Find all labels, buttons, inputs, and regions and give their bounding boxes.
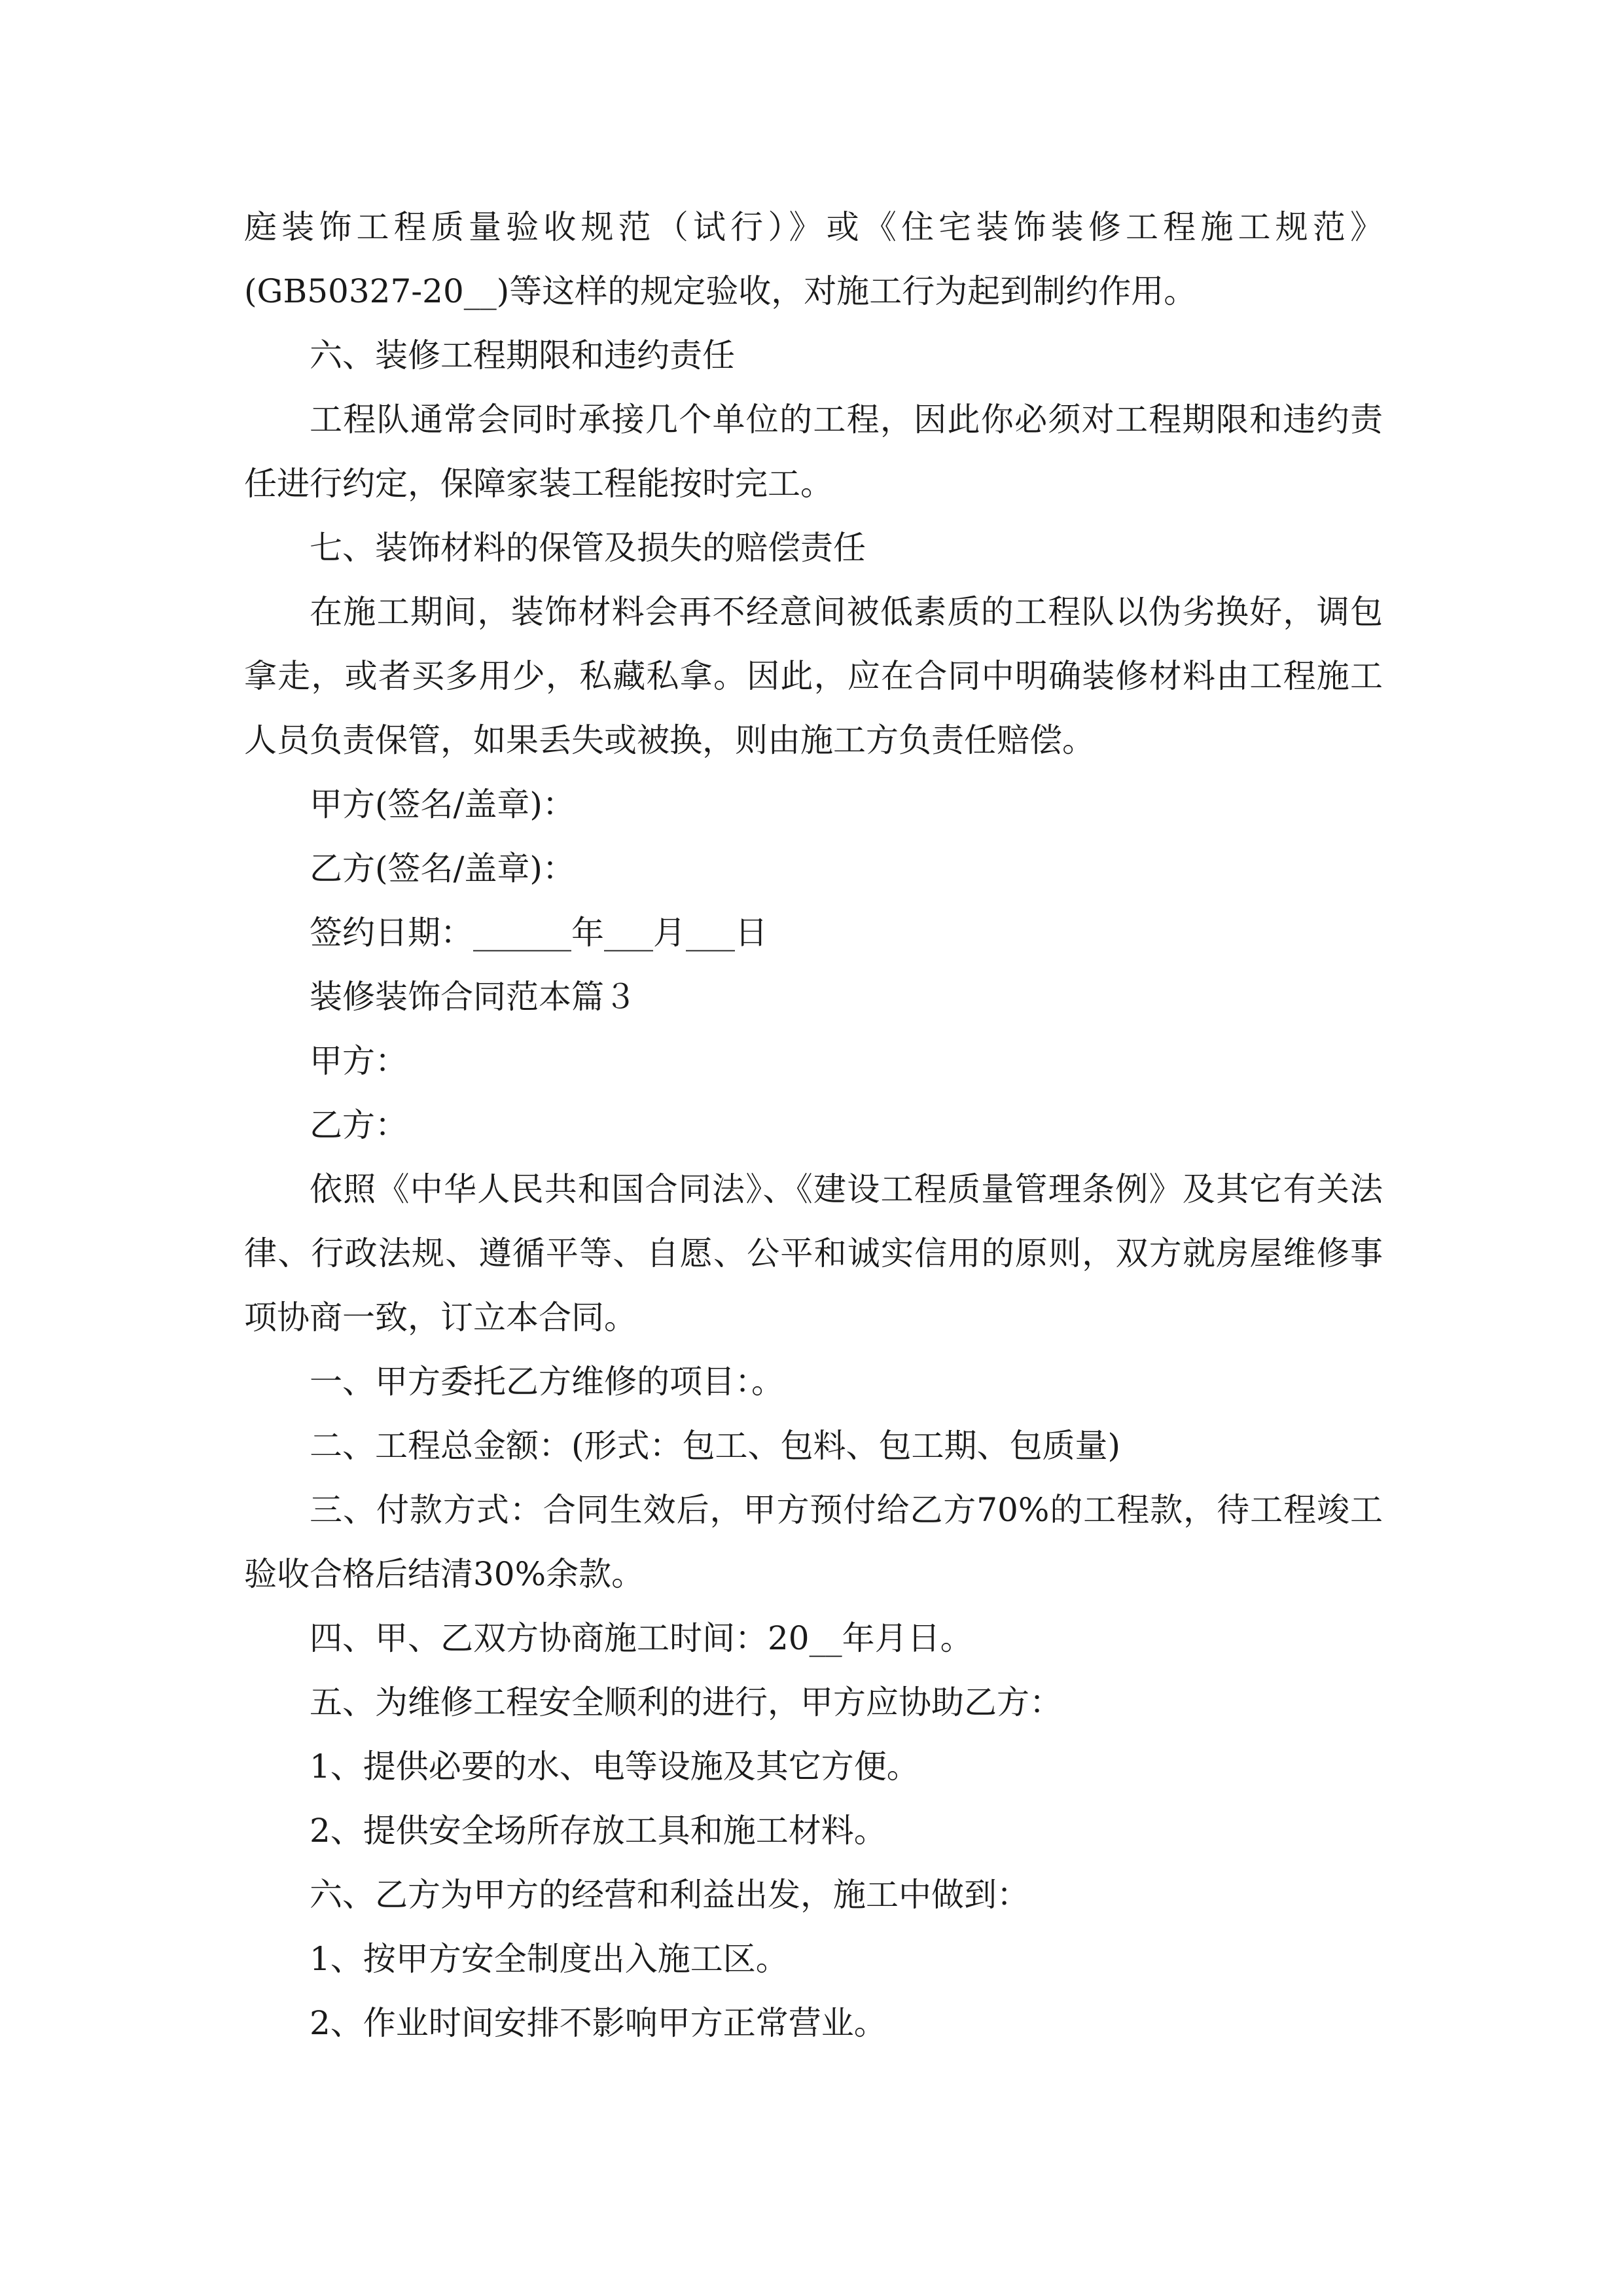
paragraph-period-and-liability: 工程队通常会同时承接几个单位的工程，因此你必须对工程期限和违约责任进行约定，保障家装工程能按时完工。: [244, 401, 1383, 503]
party-b-signature-line: 乙方(签名/盖章)：: [310, 850, 575, 888]
section-title-template-3: 装修装饰合同范本篇３: [310, 978, 637, 1016]
clause-party-a-assistance: 五、为维修工程安全顺利的进行，甲方应协助乙方：: [310, 1683, 1062, 1721]
heading-period-and-liability: 六、装修工程期限和违约责任: [310, 336, 735, 374]
document-body: [244, 195, 1383, 2055]
item-work-schedule: 2、作业时间安排不影响甲方正常营业。: [310, 2004, 887, 2042]
paragraph-material-custody: 在施工期间，装饰材料会再不经意间被低素质的工程队以伪劣换好，调包拿走，或者买多用少，私藏私拿。因此，应在合同中明确装修材料由工程施工人员负责保管，如果丢失或被换，则由施工方负责任赔偿。: [244, 593, 1383, 759]
heading-material-custody: 七、装饰材料的保管及损失的赔偿责任: [310, 529, 866, 567]
item-utilities: 1、提供必要的水、电等设施及其它方便。: [310, 1748, 919, 1785]
party-a-signature-line: 甲方(签名/盖章)：: [310, 785, 575, 823]
party-b-line: 乙方：: [310, 1106, 408, 1144]
clause-total-amount: 二、工程总金额：(形式：包工、包料、包工期、包质量): [310, 1427, 1121, 1465]
paragraph-acceptance-standards: 庭装饰工程质量验收规范（试行）》或《住宅装饰装修工程施工规范》(GB50327-20__)等这样的规定验收，对施工行为起到制约作用。: [244, 208, 1383, 310]
clause-construction-time: 四、甲、乙双方协商施工时间：20__年月日。: [310, 1619, 973, 1657]
item-storage: 2、提供安全场所存放工具和施工材料。: [310, 1812, 887, 1850]
party-a-line: 甲方：: [310, 1042, 408, 1080]
clause-repair-items: 一、甲方委托乙方维修的项目：。: [310, 1363, 784, 1401]
signing-date-line: 签约日期：______年___月___日: [310, 914, 768, 952]
item-safety-rules: 1、按甲方安全制度出入施工区。: [310, 1940, 789, 1978]
paragraph-legal-basis: 依照《中华人民共和国合同法》、《建设工程质量管理条例》及其它有关法律、行政法规、遵循平等、自愿、公平和诚实信用的原则，双方就房屋维修事项协商一致，订立本合同。: [244, 1170, 1383, 1336]
clause-payment-method: 三、付款方式：合同生效后，甲方预付给乙方70%的工程款，待工程竣工验收合格后结清30%余款。: [244, 1491, 1383, 1593]
clause-party-b-obligations: 六、乙方为甲方的经营和利益出发，施工中做到：: [310, 1876, 1029, 1914]
